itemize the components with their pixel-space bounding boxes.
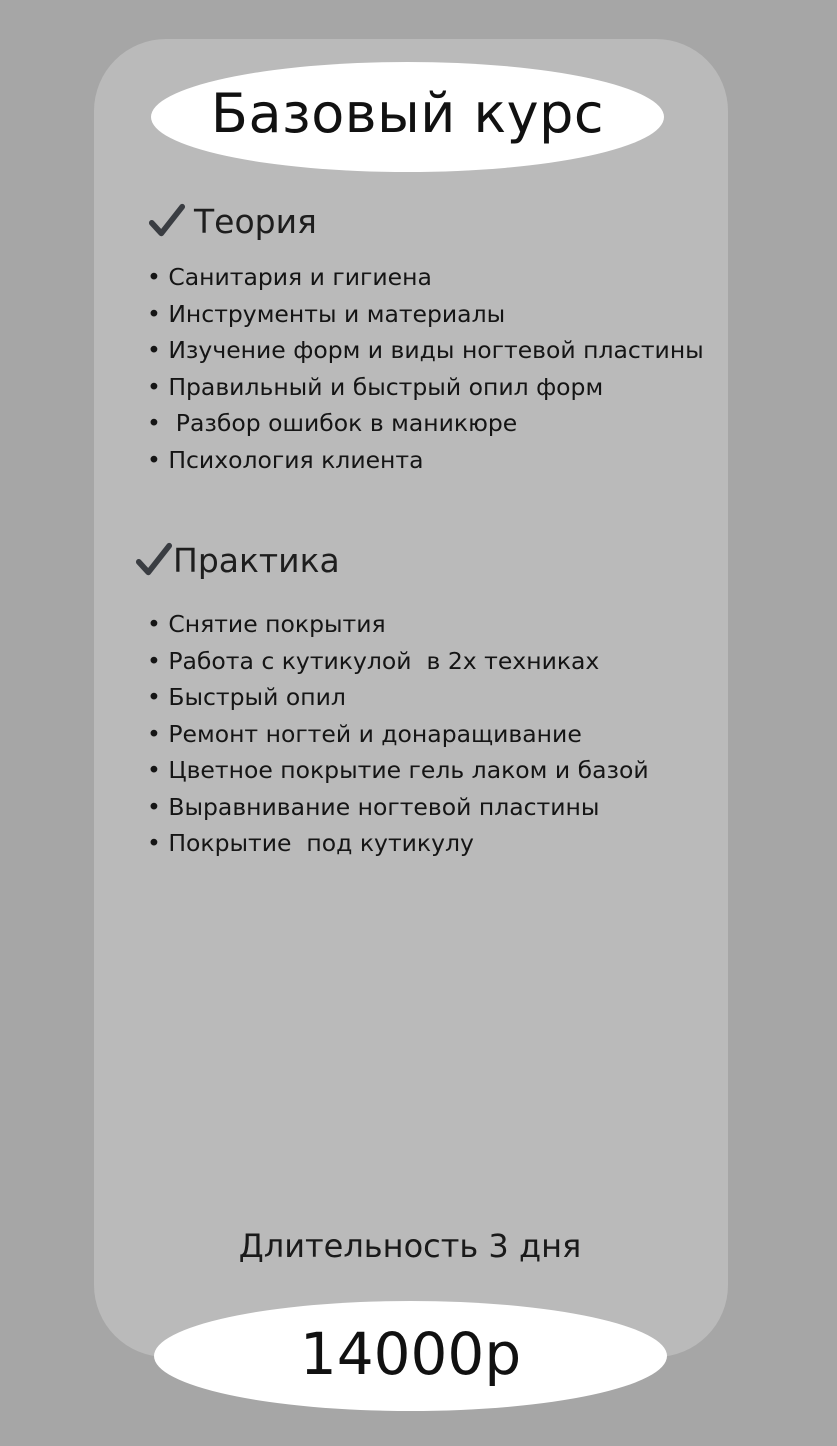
- list-item: • Санитария и гигиена: [147, 263, 432, 291]
- theory-heading-label: Теория: [194, 201, 317, 241]
- list-item: • Быстрый опил: [147, 683, 346, 711]
- list-item: • Выравнивание ногтевой пластины: [147, 792, 600, 821]
- title-badge: [151, 62, 664, 172]
- check-icon: [135, 541, 173, 579]
- list-item: • Работа с кутикулой в 2х техниках: [147, 646, 600, 675]
- theory-heading: [148, 202, 317, 240]
- practice-heading-label: Практика: [173, 540, 340, 580]
- list-item: • Психология клиента: [147, 445, 424, 474]
- list-item: • Снятие покрытия: [147, 610, 386, 638]
- price-badge: [154, 1301, 667, 1411]
- list-item: • Правильный и быстрый опил форм: [147, 372, 604, 401]
- practice-list: [147, 606, 649, 862]
- check-icon: [148, 202, 186, 240]
- price-value: 14000р: [299, 1320, 522, 1388]
- theory-list: [147, 259, 704, 478]
- practice-heading: [135, 541, 340, 579]
- list-item: • Цветное покрытие гель лаком и базой: [147, 756, 649, 784]
- duration-label: Длительность 3 дня: [238, 1227, 582, 1265]
- list-item: • Инструменты и материалы: [147, 299, 506, 328]
- list-item: • Изучение форм и виды ногтевой пластины: [147, 336, 704, 364]
- course-title: Базовый курс: [210, 82, 605, 145]
- list-item: • Разбор ошибок в маникюре: [147, 409, 518, 437]
- list-item: • Ремонт ногтей и донаращивание: [147, 719, 582, 748]
- list-item: • Покрытие под кутикулу: [147, 829, 474, 857]
